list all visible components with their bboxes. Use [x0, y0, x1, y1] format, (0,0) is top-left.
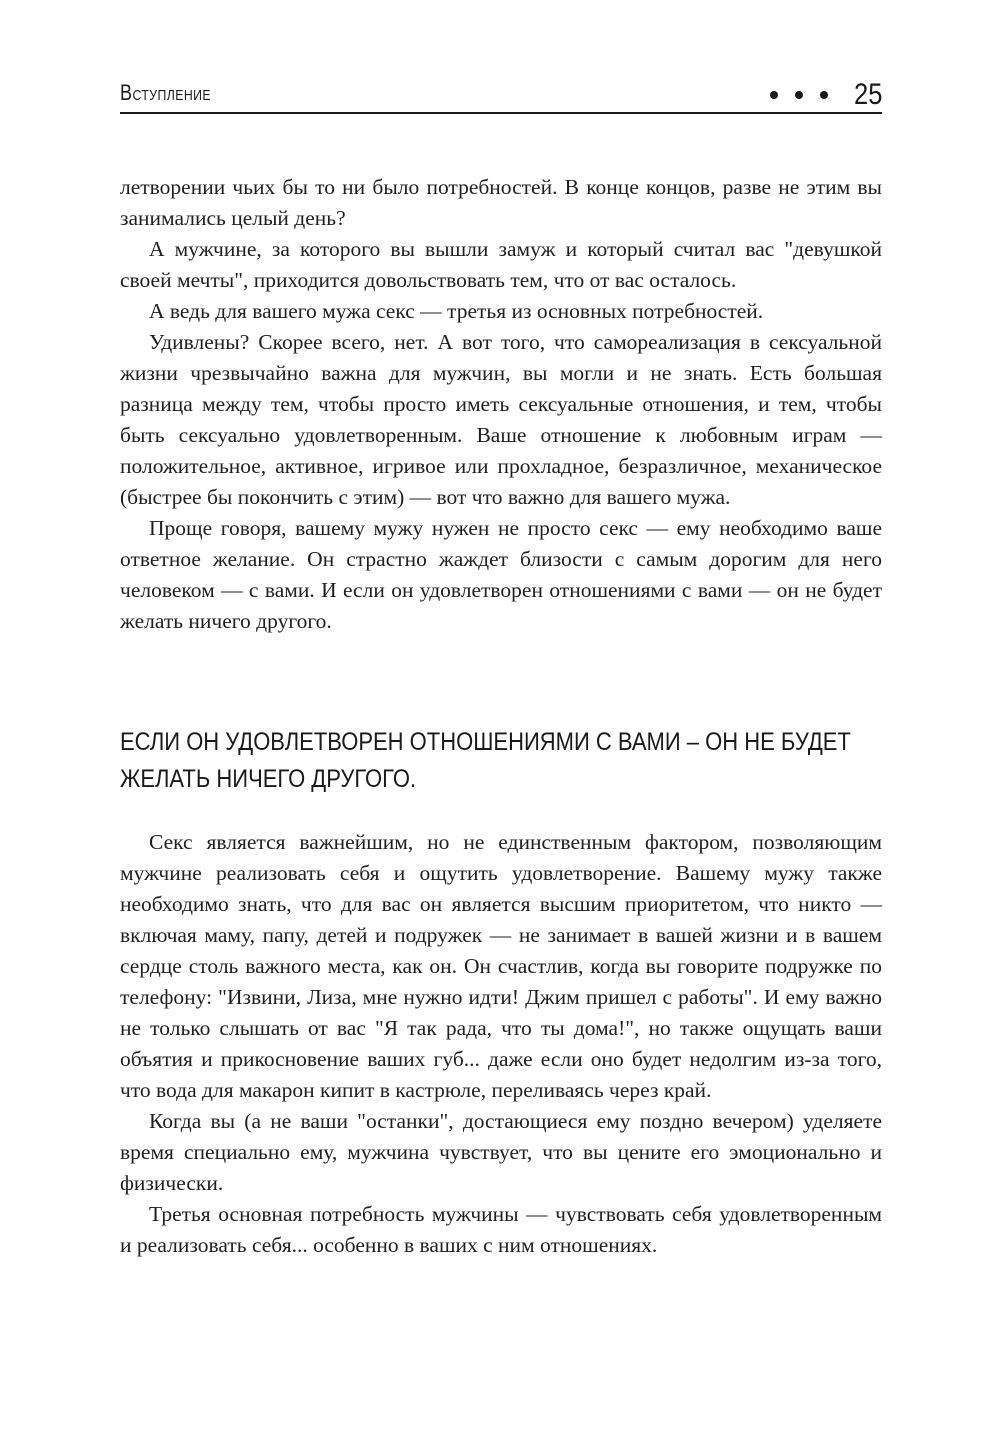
bullet-dot-icon: [820, 91, 828, 99]
pull-quote-line: ЖЕЛАТЬ НИЧЕГО ДРУГОГО.: [120, 765, 417, 793]
paragraph: А мужчине, за которого вы вышли замуж и который считал вас "девушкой своей мечты", приходится довольствовать тем, что от вас осталось.: [120, 237, 882, 292]
body-text-top: [120, 172, 882, 637]
page-header: [120, 74, 882, 114]
bullet-dot-icon: [770, 91, 778, 99]
page-number: 25: [853, 78, 882, 111]
pull-quote: [120, 724, 851, 798]
page-marker: [770, 80, 882, 110]
running-title: Вступление: [120, 80, 211, 105]
paragraph: Третья основная потребность мужчины — чувствовать себя удовлетворенным и реализовать себя... особенно в ваших с ним отношениях.: [120, 1202, 882, 1257]
paragraph: Когда вы (а не ваши "останки", достающиеся ему поздно вечером) уделяете время специально ему, мужчина чувствует, что вы цените его эмоционально и физически.: [120, 1109, 882, 1195]
pull-quote-line: ЕСЛИ ОН УДОВЛЕТВОРЕН ОТНОШЕНИЯМИ С ВАМИ – ОН НЕ БУДЕТ: [120, 728, 851, 756]
paragraph: А ведь для вашего мужа секс — третья из основных потребностей.: [149, 299, 764, 323]
body-text-bottom: [120, 827, 882, 1261]
paragraph: летворении чьих бы то ни было потребностей. В конце концов, разве не этим вы занимались целый день?: [120, 175, 882, 230]
bullet-dot-icon: [795, 91, 803, 99]
paragraph: Проще говоря, вашему мужу нужен не просто секс — ему необходимо ваше ответное желание. Он страстно жаждет близости с самым дорогим для него человеком — с вами. И если он удовлетворен отношениями с вами — он не будет желать ничего другого.: [120, 516, 882, 633]
paragraph: Удивлены? Скорее всего, нет. А вот того, что самореализация в сексуальной жизни чрезвычайно важна для мужчин, вы могли и не знать. Есть большая разница между тем, чтобы просто иметь сексуальные отношения, и тем, чтобы быть сексуально удовлетворенным. Ваше отношение к любовным играм — положительное, активное, игривое или прохладное, безразличное, механическое (быстрее бы покончить с этим) — вот что важно для вашего мужа.: [120, 330, 882, 509]
paragraph: Секс является важнейшим, но не единственным фактором, позволяющим мужчине реализовать себя и ощутить удовлетворение. Вашему мужу также необходимо знать, что для вас он является высшим приоритетом, что никто — включая маму, папу, детей и подружек — не занимает в вашей жизни и в вашем сердце столь важного места, как он. Он счастлив, когда вы говорите подружке по телефону: "Извини, Лиза, мне нужно идти! Джим пришел с работы". И ему важно не только слышать от вас "Я так рада, что ты дома!", но также ощущать ваши объятия и прикосновение ваших губ... даже если оно будет недолгим из-за того, что вода для макарон кипит в кастрюле, переливаясь через край.: [120, 830, 882, 1102]
